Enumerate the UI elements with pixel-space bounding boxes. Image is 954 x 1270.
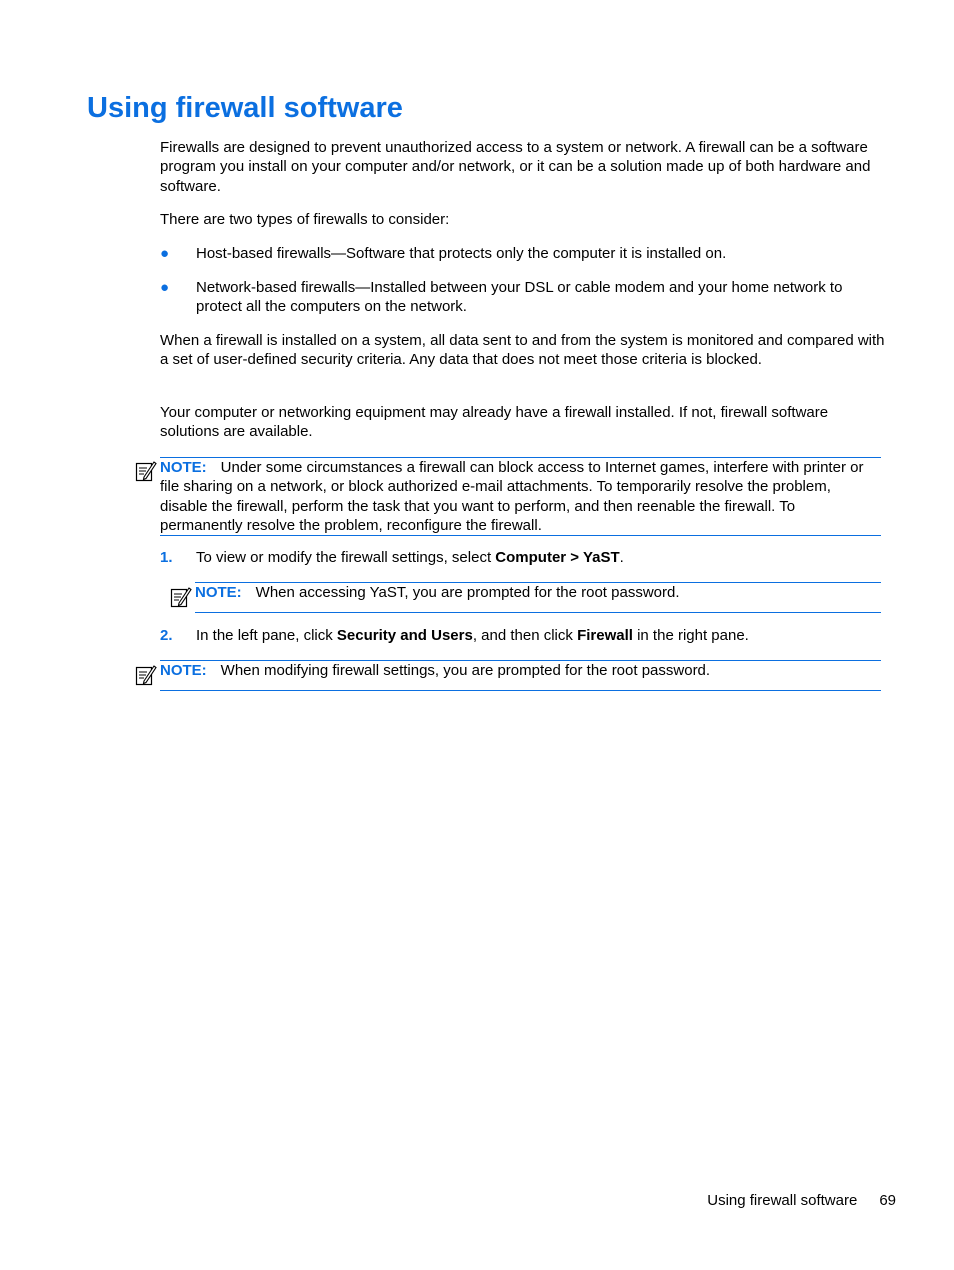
step-1-pre: To view or modify the firewall settings, select [196, 549, 496, 566]
bullet-item-network-based: Network-based firewalls—Installed between your DSL or cable modem and your home network to protect all the computers on the network. [196, 279, 843, 316]
note-box [195, 582, 881, 613]
note-body: When accessing YaST, you are prompted for the root password. [255, 584, 680, 601]
step-2-text [196, 626, 886, 645]
page-title: Using firewall software [87, 92, 403, 124]
available-paragraph: Your computer or networking equipment may already have a firewall installed. If not, firewall software solutions are available. [160, 404, 829, 441]
note-text [160, 458, 881, 536]
security-and-users-label: Security and Users [336, 627, 473, 644]
note-pencil-icon [170, 586, 192, 608]
step-number: 1. [160, 549, 173, 566]
note-label: NOTE: [160, 662, 207, 679]
note-label: NOTE: [195, 584, 242, 601]
note-text [195, 583, 881, 602]
note-box [160, 457, 881, 536]
menu-path-computer-yast: Computer > YaST [495, 549, 620, 566]
footer-section-title: Using firewall software [707, 1192, 858, 1209]
note-box [160, 660, 881, 691]
bullet-icon: ● [160, 279, 170, 296]
step-2-mid: , and then click [472, 627, 578, 644]
types-intro-paragraph: There are two types of firewalls to consider: [160, 211, 450, 228]
monitor-paragraph: When a firewall is installed on a system, all data sent to and from the system is monitored and compared with a set of user-defined security criteria. Any data that does not meet those criteria is blocked. [160, 332, 885, 369]
step-1-post: . [619, 549, 624, 566]
step-number: 2. [160, 627, 173, 644]
note-body: Under some circumstances a firewall can block access to Internet games, interfere with printer or file sharing on a network, or block authorized e-mail attachments. To temporarily resolve the problem, disable the firewall, perform the task that you want to perform, and then reenable the firewall. To permanently resolve the problem, reconfigure the firewall. [160, 459, 864, 535]
note-label: NOTE: [160, 459, 207, 476]
note-text [160, 661, 881, 680]
firewall-label: Firewall [577, 627, 633, 644]
bullet-item-host-based: Host-based firewalls—Software that protects only the computer it is installed on. [196, 245, 727, 262]
note-body: When modifying firewall settings, you are prompted for the root password. [220, 662, 711, 679]
intro-paragraph: Firewalls are designed to prevent unauthorized access to a system or network. A firewall can be a software program you install on your computer and/or network, or it can be a solution made up of both hardware and software. [160, 139, 871, 195]
note-pencil-icon [135, 460, 157, 482]
step-2-post: in the right pane. [632, 627, 749, 644]
page-number: 69 [879, 1192, 896, 1209]
note-pencil-icon [135, 664, 157, 686]
bullet-icon: ● [160, 245, 170, 262]
step-1-text [196, 548, 886, 567]
page-footer [707, 1191, 896, 1210]
step-2-pre: In the left pane, click [196, 627, 337, 644]
